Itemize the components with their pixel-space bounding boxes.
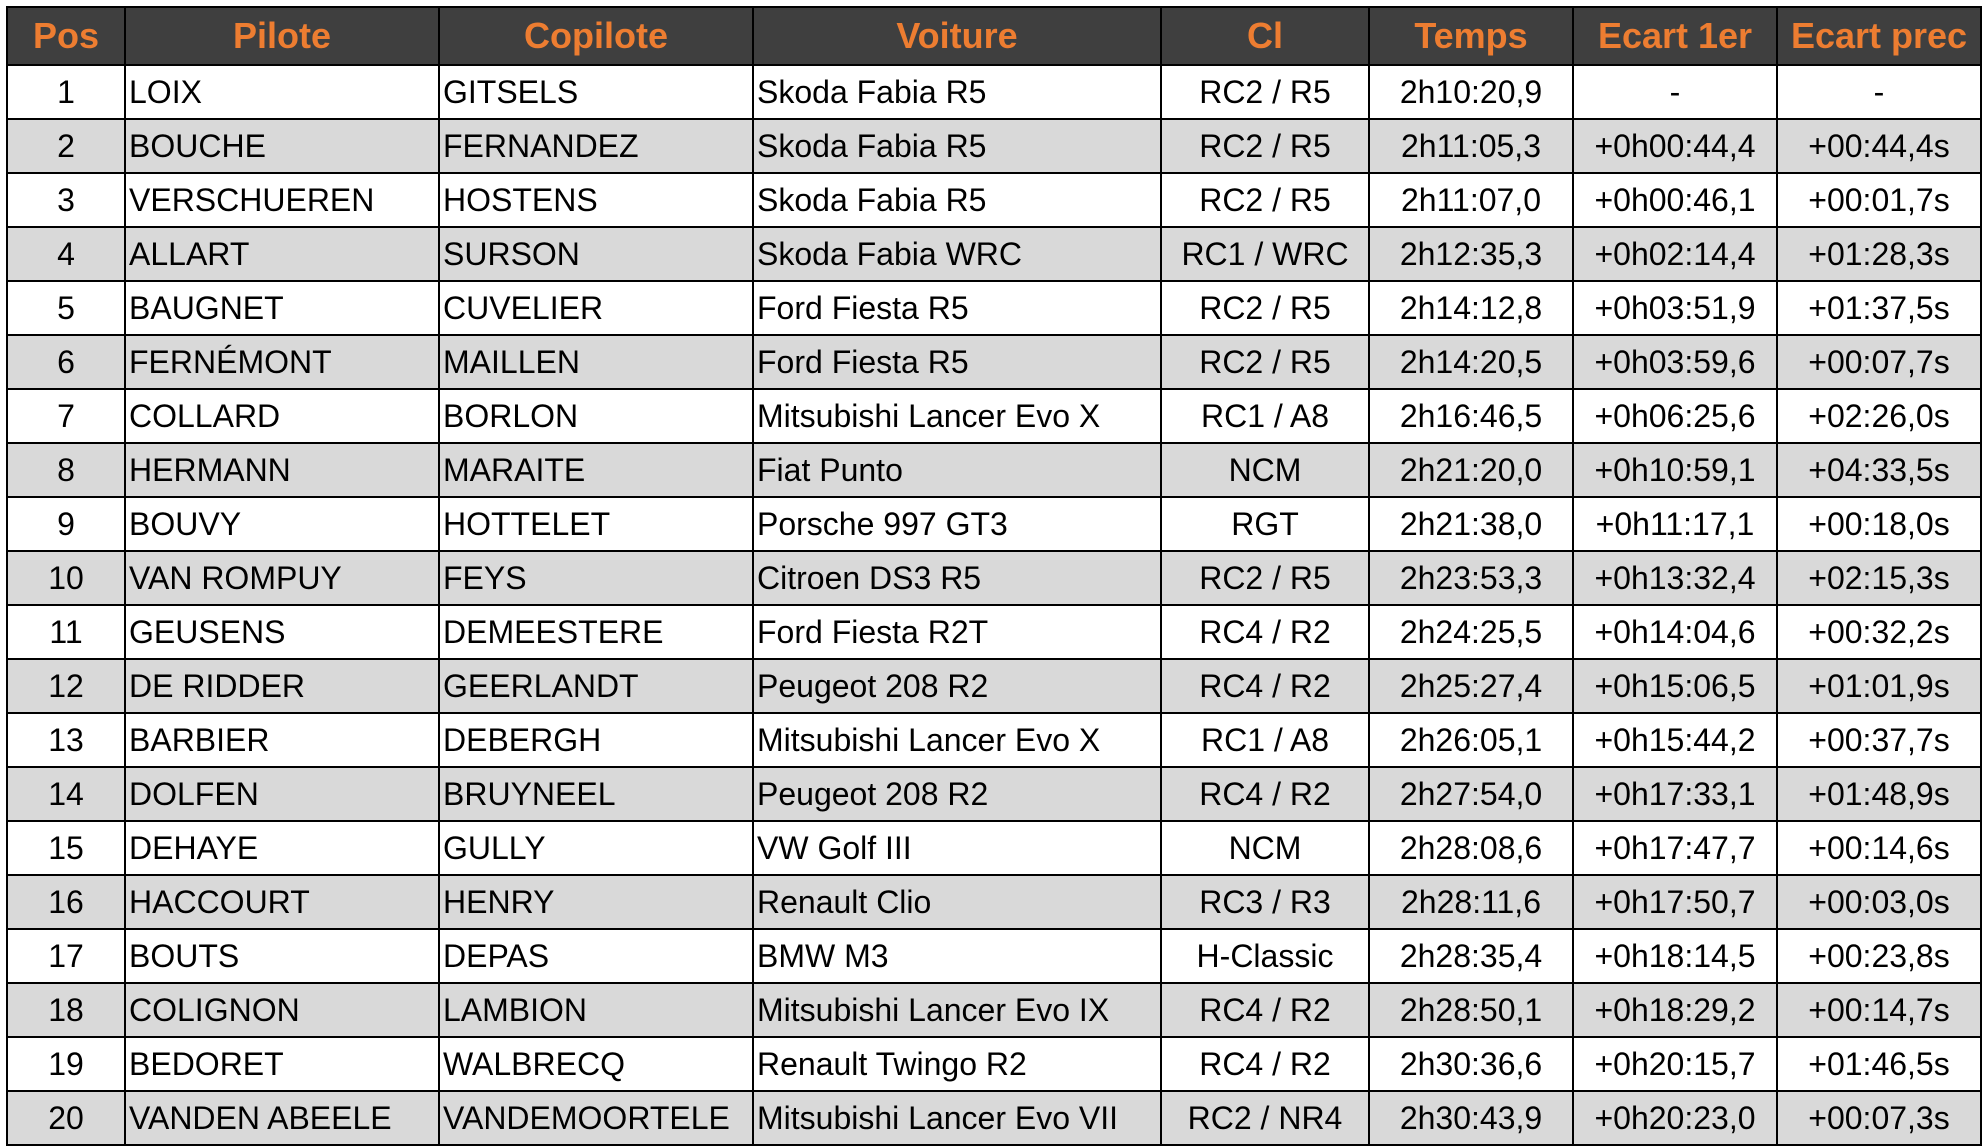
header-row: [7, 7, 1981, 65]
cell-copilote: DEMEESTERE: [439, 605, 753, 659]
cell-copilote: GEERLANDT: [439, 659, 753, 713]
table-row: [7, 281, 1981, 335]
table-row: [7, 389, 1981, 443]
cell-cl: RC4 / R2: [1161, 767, 1369, 821]
table-row: [7, 65, 1981, 119]
cell-ecart-1er: +0h03:59,6: [1573, 335, 1777, 389]
cell-voiture: Mitsubishi Lancer Evo VII: [753, 1091, 1161, 1145]
cell-ecart-prec: +00:14,7s: [1777, 983, 1981, 1037]
cell-voiture: Ford Fiesta R2T: [753, 605, 1161, 659]
cell-pos: 20: [7, 1091, 125, 1145]
cell-voiture: Mitsubishi Lancer Evo X: [753, 389, 1161, 443]
cell-copilote: WALBRECQ: [439, 1037, 753, 1091]
cell-pos: 18: [7, 983, 125, 1037]
cell-cl: RC2 / R5: [1161, 119, 1369, 173]
cell-pilote: BOUCHE: [125, 119, 439, 173]
table-row: [7, 173, 1981, 227]
cell-voiture: VW Golf III: [753, 821, 1161, 875]
cell-voiture: Citroen DS3 R5: [753, 551, 1161, 605]
cell-cl: RC2 / R5: [1161, 281, 1369, 335]
cell-voiture: Fiat Punto: [753, 443, 1161, 497]
cell-temps: 2h10:20,9: [1369, 65, 1573, 119]
cell-pilote: BARBIER: [125, 713, 439, 767]
cell-temps: 2h11:07,0: [1369, 173, 1573, 227]
cell-cl: RC2 / R5: [1161, 551, 1369, 605]
cell-pilote: GEUSENS: [125, 605, 439, 659]
cell-ecart-1er: +0h17:47,7: [1573, 821, 1777, 875]
table-row: [7, 497, 1981, 551]
table-row: [7, 551, 1981, 605]
cell-temps: 2h12:35,3: [1369, 227, 1573, 281]
table-row: [7, 767, 1981, 821]
cell-ecart-1er: +0h18:29,2: [1573, 983, 1777, 1037]
cell-copilote: BORLON: [439, 389, 753, 443]
header-ecart-prec: Ecart prec: [1777, 7, 1981, 65]
cell-voiture: Skoda Fabia R5: [753, 173, 1161, 227]
table-row: [7, 1037, 1981, 1091]
cell-temps: 2h21:38,0: [1369, 497, 1573, 551]
cell-pilote: DEHAYE: [125, 821, 439, 875]
cell-pos: 8: [7, 443, 125, 497]
table-row: [7, 983, 1981, 1037]
cell-copilote: FEYS: [439, 551, 753, 605]
cell-ecart-prec: +01:01,9s: [1777, 659, 1981, 713]
table-row: [7, 605, 1981, 659]
cell-ecart-prec: +01:48,9s: [1777, 767, 1981, 821]
cell-temps: 2h28:35,4: [1369, 929, 1573, 983]
cell-copilote: GULLY: [439, 821, 753, 875]
cell-pilote: BEDORET: [125, 1037, 439, 1091]
cell-temps: 2h25:27,4: [1369, 659, 1573, 713]
cell-pos: 11: [7, 605, 125, 659]
cell-ecart-1er: +0h20:23,0: [1573, 1091, 1777, 1145]
cell-ecart-1er: +0h00:44,4: [1573, 119, 1777, 173]
cell-ecart-prec: -: [1777, 65, 1981, 119]
cell-cl: RC4 / R2: [1161, 659, 1369, 713]
cell-pilote: DOLFEN: [125, 767, 439, 821]
cell-ecart-prec: +00:14,6s: [1777, 821, 1981, 875]
cell-cl: RC2 / R5: [1161, 65, 1369, 119]
table-row: [7, 119, 1981, 173]
table-row: [7, 659, 1981, 713]
table-row: [7, 335, 1981, 389]
table-row: [7, 929, 1981, 983]
cell-cl: NCM: [1161, 821, 1369, 875]
cell-pos: 17: [7, 929, 125, 983]
cell-cl: RC4 / R2: [1161, 1037, 1369, 1091]
results-body: [7, 65, 1981, 1145]
cell-pos: 3: [7, 173, 125, 227]
cell-ecart-prec: +00:32,2s: [1777, 605, 1981, 659]
cell-ecart-prec: +01:28,3s: [1777, 227, 1981, 281]
cell-cl: RC4 / R2: [1161, 605, 1369, 659]
cell-pos: 16: [7, 875, 125, 929]
cell-voiture: Mitsubishi Lancer Evo IX: [753, 983, 1161, 1037]
cell-cl: RC1 / A8: [1161, 713, 1369, 767]
cell-cl: RGT: [1161, 497, 1369, 551]
cell-temps: 2h23:53,3: [1369, 551, 1573, 605]
cell-voiture: Renault Clio: [753, 875, 1161, 929]
cell-ecart-1er: -: [1573, 65, 1777, 119]
cell-pos: 9: [7, 497, 125, 551]
cell-copilote: DEBERGH: [439, 713, 753, 767]
cell-cl: RC2 / NR4: [1161, 1091, 1369, 1145]
cell-pilote: BOUVY: [125, 497, 439, 551]
cell-ecart-1er: +0h00:46,1: [1573, 173, 1777, 227]
cell-voiture: Skoda Fabia WRC: [753, 227, 1161, 281]
cell-copilote: MAILLEN: [439, 335, 753, 389]
cell-voiture: Ford Fiesta R5: [753, 281, 1161, 335]
cell-ecart-prec: +04:33,5s: [1777, 443, 1981, 497]
cell-copilote: BRUYNEEL: [439, 767, 753, 821]
cell-ecart-prec: +02:15,3s: [1777, 551, 1981, 605]
cell-ecart-1er: +0h10:59,1: [1573, 443, 1777, 497]
cell-ecart-prec: +01:46,5s: [1777, 1037, 1981, 1091]
cell-pilote: COLIGNON: [125, 983, 439, 1037]
cell-copilote: HENRY: [439, 875, 753, 929]
cell-pilote: HERMANN: [125, 443, 439, 497]
cell-voiture: Skoda Fabia R5: [753, 119, 1161, 173]
cell-temps: 2h30:43,9: [1369, 1091, 1573, 1145]
cell-pos: 14: [7, 767, 125, 821]
cell-cl: RC2 / R5: [1161, 173, 1369, 227]
cell-voiture: Skoda Fabia R5: [753, 65, 1161, 119]
table-row: [7, 713, 1981, 767]
cell-voiture: Peugeot 208 R2: [753, 767, 1161, 821]
cell-ecart-prec: +00:03,0s: [1777, 875, 1981, 929]
cell-copilote: SURSON: [439, 227, 753, 281]
cell-voiture: Ford Fiesta R5: [753, 335, 1161, 389]
cell-temps: 2h24:25,5: [1369, 605, 1573, 659]
cell-pos: 10: [7, 551, 125, 605]
header-voiture: Voiture: [753, 7, 1161, 65]
cell-pilote: BAUGNET: [125, 281, 439, 335]
cell-voiture: Porsche 997 GT3: [753, 497, 1161, 551]
header-ecart-1er: Ecart 1er: [1573, 7, 1777, 65]
cell-ecart-1er: +0h17:50,7: [1573, 875, 1777, 929]
cell-copilote: DEPAS: [439, 929, 753, 983]
table-row: [7, 875, 1981, 929]
cell-ecart-1er: +0h06:25,6: [1573, 389, 1777, 443]
cell-ecart-1er: +0h13:32,4: [1573, 551, 1777, 605]
cell-ecart-prec: +00:07,7s: [1777, 335, 1981, 389]
cell-temps: 2h26:05,1: [1369, 713, 1573, 767]
cell-pilote: HACCOURT: [125, 875, 439, 929]
cell-pilote: VERSCHUEREN: [125, 173, 439, 227]
cell-temps: 2h14:20,5: [1369, 335, 1573, 389]
cell-pos: 2: [7, 119, 125, 173]
cell-pos: 6: [7, 335, 125, 389]
results-table: [6, 6, 1982, 1146]
cell-voiture: BMW M3: [753, 929, 1161, 983]
cell-pos: 7: [7, 389, 125, 443]
cell-pos: 15: [7, 821, 125, 875]
cell-ecart-1er: +0h18:14,5: [1573, 929, 1777, 983]
cell-ecart-prec: +00:37,7s: [1777, 713, 1981, 767]
cell-ecart-1er: +0h15:44,2: [1573, 713, 1777, 767]
cell-ecart-prec: +00:23,8s: [1777, 929, 1981, 983]
header-pilote: Pilote: [125, 7, 439, 65]
cell-pilote: ALLART: [125, 227, 439, 281]
cell-voiture: Renault Twingo R2: [753, 1037, 1161, 1091]
cell-pos: 5: [7, 281, 125, 335]
cell-temps: 2h14:12,8: [1369, 281, 1573, 335]
header-temps: Temps: [1369, 7, 1573, 65]
cell-pilote: VANDEN ABEELE: [125, 1091, 439, 1145]
header-copilote: Copilote: [439, 7, 753, 65]
cell-ecart-prec: +00:01,7s: [1777, 173, 1981, 227]
cell-ecart-prec: +00:44,4s: [1777, 119, 1981, 173]
cell-temps: 2h28:11,6: [1369, 875, 1573, 929]
cell-cl: RC1 / WRC: [1161, 227, 1369, 281]
cell-copilote: VANDEMOORTELE: [439, 1091, 753, 1145]
cell-ecart-1er: +0h02:14,4: [1573, 227, 1777, 281]
cell-copilote: GITSELS: [439, 65, 753, 119]
cell-cl: RC3 / R3: [1161, 875, 1369, 929]
table-row: [7, 443, 1981, 497]
cell-pilote: BOUTS: [125, 929, 439, 983]
cell-cl: H-Classic: [1161, 929, 1369, 983]
cell-ecart-prec: +00:07,3s: [1777, 1091, 1981, 1145]
cell-voiture: Mitsubishi Lancer Evo X: [753, 713, 1161, 767]
cell-ecart-1er: +0h20:15,7: [1573, 1037, 1777, 1091]
header-cl: Cl: [1161, 7, 1369, 65]
cell-cl: RC4 / R2: [1161, 983, 1369, 1037]
cell-pos: 4: [7, 227, 125, 281]
cell-cl: RC1 / A8: [1161, 389, 1369, 443]
cell-ecart-1er: +0h11:17,1: [1573, 497, 1777, 551]
cell-ecart-1er: +0h15:06,5: [1573, 659, 1777, 713]
cell-copilote: LAMBION: [439, 983, 753, 1037]
cell-temps: 2h21:20,0: [1369, 443, 1573, 497]
table-row: [7, 227, 1981, 281]
cell-cl: RC2 / R5: [1161, 335, 1369, 389]
cell-ecart-prec: +02:26,0s: [1777, 389, 1981, 443]
cell-temps: 2h16:46,5: [1369, 389, 1573, 443]
cell-ecart-1er: +0h17:33,1: [1573, 767, 1777, 821]
cell-pos: 1: [7, 65, 125, 119]
cell-copilote: HOTTELET: [439, 497, 753, 551]
cell-temps: 2h11:05,3: [1369, 119, 1573, 173]
cell-ecart-prec: +00:18,0s: [1777, 497, 1981, 551]
cell-ecart-1er: +0h14:04,6: [1573, 605, 1777, 659]
cell-temps: 2h28:08,6: [1369, 821, 1573, 875]
cell-temps: 2h30:36,6: [1369, 1037, 1573, 1091]
cell-temps: 2h28:50,1: [1369, 983, 1573, 1037]
cell-pos: 12: [7, 659, 125, 713]
cell-pilote: VAN ROMPUY: [125, 551, 439, 605]
cell-voiture: Peugeot 208 R2: [753, 659, 1161, 713]
header-pos: Pos: [7, 7, 125, 65]
cell-copilote: MARAITE: [439, 443, 753, 497]
cell-copilote: HOSTENS: [439, 173, 753, 227]
cell-ecart-1er: +0h03:51,9: [1573, 281, 1777, 335]
cell-pilote: COLLARD: [125, 389, 439, 443]
cell-pilote: FERNÉMONT: [125, 335, 439, 389]
cell-pilote: DE RIDDER: [125, 659, 439, 713]
cell-copilote: CUVELIER: [439, 281, 753, 335]
cell-pos: 19: [7, 1037, 125, 1091]
cell-copilote: FERNANDEZ: [439, 119, 753, 173]
cell-pos: 13: [7, 713, 125, 767]
cell-cl: NCM: [1161, 443, 1369, 497]
cell-ecart-prec: +01:37,5s: [1777, 281, 1981, 335]
cell-temps: 2h27:54,0: [1369, 767, 1573, 821]
table-row: [7, 821, 1981, 875]
cell-pilote: LOIX: [125, 65, 439, 119]
table-row: [7, 1091, 1981, 1145]
